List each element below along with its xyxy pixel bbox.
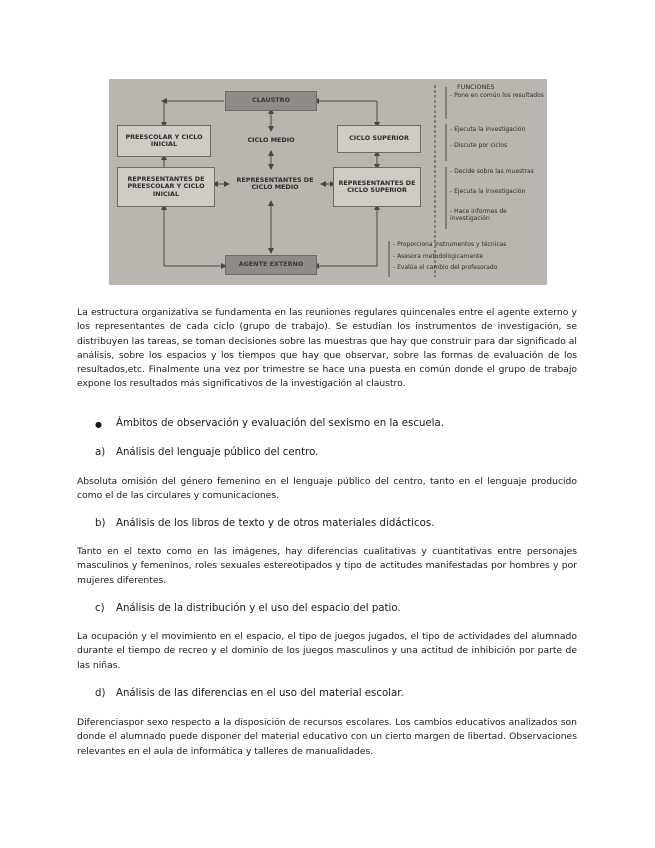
bullet-heading: Ámbitos de observación y evaluación del sexismo en la escuela. bbox=[116, 418, 444, 429]
section-b-heading: Análisis de los libros de texto y de otros materiales didácticos. bbox=[116, 518, 435, 529]
func-agente-3: - Evalúa el cambio del profesorado bbox=[393, 264, 498, 271]
org-diagram bbox=[109, 79, 547, 285]
section-d-marker: d) bbox=[95, 688, 106, 699]
section-b-text: Tanto en el texto como en las imágenes, hay diferencias cualitativas y cuantitativas entre personajes masculinos y femeninos, roles sexuales estereotipados y tipo de actitudes manifestadas por hombres y por mujeres diferentes. bbox=[77, 546, 577, 586]
rep-preescolar-box: REPRESENTANTES DE PREESCOLAR Y CICLO INICIAL bbox=[117, 167, 215, 207]
section-d-heading: Análisis de las diferencias en el uso del material escolar. bbox=[116, 688, 404, 699]
section-a-marker: a) bbox=[95, 447, 106, 458]
rep-superior-box: REPRESENTANTES DE CICLO SUPERIOR bbox=[333, 167, 421, 207]
section-b-marker: b) bbox=[95, 518, 106, 529]
section-c-marker: c) bbox=[95, 603, 105, 614]
section-c-text: La ocupación y el movimiento en el espacio, el tipo de juegos jugados, el tipo de actividades del alumnado durante el tiempo de recreo y el dominio de los juegos masculinos y una actitud de inhibición por parte de las niñas. bbox=[77, 631, 577, 671]
func-claustro: - Pone en común los resultados bbox=[450, 92, 544, 99]
preescolar-box: PREESCOLAR Y CICLO INICIAL bbox=[117, 125, 211, 157]
func-agente-2: - Asesora metodológicamente bbox=[393, 253, 484, 260]
section-d-text: Diferenciaspor sexo respecto a la disposición de recursos escolares. Los cambios educativos analizados son donde el alumnado puede disponer del material educativo con un cierto margen de libertad. Observaciones relevantes en el aula de informática y talleres de manualidades. bbox=[77, 717, 577, 757]
bullet-icon: ● bbox=[95, 420, 102, 429]
section-a-heading: Análisis del lenguaje público del centro. bbox=[116, 447, 319, 458]
section-c-heading: Análisis de la distribución y el uso del espacio del patio. bbox=[116, 603, 401, 614]
func-rep-3: - Hace informes de investigación bbox=[450, 208, 507, 222]
claustro-box: CLAUSTRO bbox=[225, 91, 317, 111]
intro-paragraph: La estructura organizativa se fundamenta en las reuniones regulares quincenales entre el agente externo y los representantes de cada ciclo (grupo de trabajo). Se estudian los instrumentos de investigación, se distribuyen las tareas, se toman decisiones sobre las muestras que hay que construir para dar significado al análisis, sobre los espacios y los tiempos que hay que observar, sobre las formas de evaluación de los resultados,etc. Finalmente una vez por trimestre se hace una puesta en común donde el grupo de trabajo expone los resultados más significativos de la investigación al claustro. bbox=[77, 307, 577, 390]
func-rep-2: - Ejecuta la investigación bbox=[450, 188, 526, 195]
func-ciclos-1: - Ejecuta la investigación bbox=[450, 126, 526, 133]
agente-externo-box: AGENTE EXTERNO bbox=[225, 255, 317, 275]
rep-medio-box: REPRESENTANTES DE CICLO MEDIO bbox=[236, 175, 314, 191]
func-ciclos-2: - Discute por ciclos bbox=[450, 142, 508, 149]
section-a-text: Absoluta omisión del género femenino en el lenguaje público del centro, tanto en el lenguaje producido como el de las circulares y comunicaciones. bbox=[77, 476, 577, 502]
func-agente-1: - Proporciona instrumentos y técnicas bbox=[393, 241, 507, 248]
func-rep-1: - Decide sobre las muestras bbox=[450, 168, 534, 175]
ciclo-superior-box: CICLO SUPERIOR bbox=[337, 125, 421, 153]
funciones-title: FUNCIONES bbox=[457, 83, 495, 91]
ciclo-medio-box: CICLO MEDIO bbox=[247, 136, 295, 145]
